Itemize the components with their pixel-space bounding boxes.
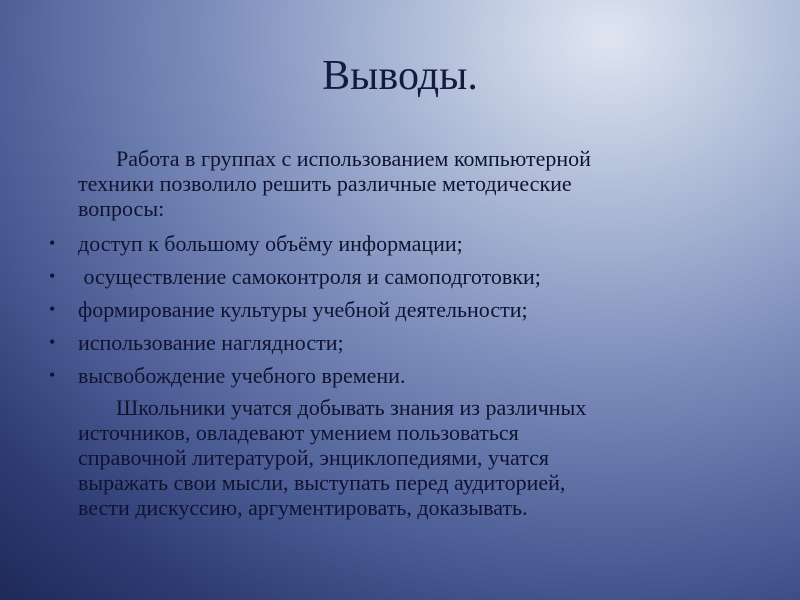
list-item — [0, 264, 800, 297]
intro-line: Работа в группах с использованием компьютерной — [116, 146, 591, 171]
list-item-text: формирование культуры учебной деятельности; — [78, 297, 528, 322]
conclusion-line: вести дискуссию, аргументировать, доказывать. — [78, 495, 528, 520]
bullet-icon: • — [49, 365, 56, 385]
conclusion-line: справочной литературой, энциклопедиями, учатся — [78, 445, 549, 470]
intro-paragraph — [78, 146, 748, 221]
conclusions-list — [0, 231, 800, 396]
list-item — [0, 330, 800, 363]
list-item — [0, 297, 800, 330]
conclusion-line: выражать свои мысли, выступать перед аудиторией, — [78, 470, 566, 495]
list-item-text: высвобождение учебного времени. — [78, 363, 406, 388]
bullet-icon: • — [49, 299, 56, 319]
list-item — [0, 363, 800, 396]
list-item-text: доступ к большому объёму информации; — [78, 231, 463, 256]
bullet-icon: • — [49, 332, 56, 352]
list-item — [0, 231, 800, 264]
bullet-icon: • — [49, 266, 56, 286]
list-item-text: использование наглядности; — [78, 330, 344, 355]
list-item-text: осуществление самоконтроля и самоподготовки; — [78, 264, 541, 289]
conclusion-line: Школьники учатся добывать знания из различных — [116, 395, 587, 420]
conclusion-paragraph — [78, 395, 748, 520]
slide-title: Выводы. — [322, 53, 478, 99]
intro-line: техники позволило решить различные методические — [78, 171, 572, 196]
bullet-icon: • — [49, 233, 56, 253]
conclusion-line: источников, овладевают умением пользоваться — [78, 420, 519, 445]
intro-line: вопросы: — [78, 196, 165, 221]
